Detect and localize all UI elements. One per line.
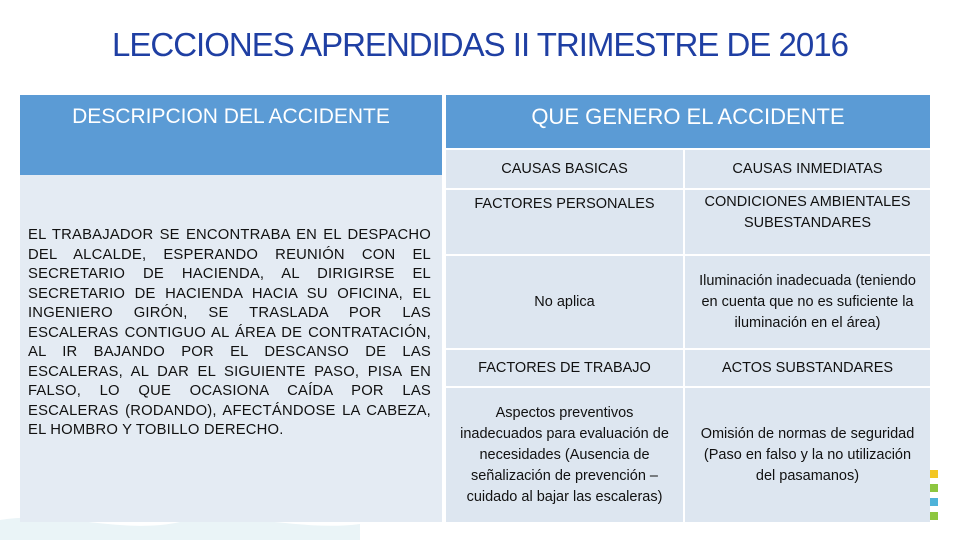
substandard-acts-label: ACTOS SUBSTANDARES [685, 350, 930, 386]
substandard-acts-value: Omisión de normas de seguridad (Paso en falso y la no utilización del pasamanos) [685, 388, 930, 522]
basic-causes-header: CAUSAS BASICAS [446, 150, 683, 188]
accident-description-heading: DESCRIPCION DEL ACCIDENTE [20, 95, 442, 175]
personal-factors-label: FACTORES PERSONALES [446, 190, 683, 254]
environmental-conditions-label: CONDICIONES AMBIENTALES SUBESTANDARES [685, 190, 930, 254]
accident-causes-heading: QUE GENERO EL ACCIDENTE [446, 95, 930, 148]
work-factors-label: FACTORES DE TRABAJO [446, 350, 683, 386]
immediate-causes-header: CAUSAS INMEDIATAS [685, 150, 930, 188]
work-factors-value: Aspectos preventivos inadecuados para evaluación de necesidades (Ausencia de señalización de prevención – cuidado al bajar las escaleras) [446, 388, 683, 522]
accident-description-text: EL TRABAJADOR SE ENCONTRABA EN EL DESPACHO DEL ALCALDE, ESPERANDO REUNIÓN CON EL SECRETARIO DE HACIENDA, AL DIRIGIRSE EL SECRETARIO DE HACIENDA HACIA SU OFICINA, EL INGENIERO GIRÓN, SE TRASLADA POR LAS ESCALERAS CONTIGUO AL ÁREA DE CONTRATACIÓN, AL IR BAJANDO POR EL DESCANSO DE LAS ESCALERAS, AL DAR EL SIGUIENTE PASO, PISA EN FALSO, LO QUE OCASIONA CAÍDA POR LAS ESCALERAS (RODANDO), AFECTÁNDOSE LA CABEZA, EL HOMBRO Y TOBILLO DERECHO. [28, 227, 431, 438]
personal-factors-value: No aplica [446, 256, 683, 348]
environmental-conditions-value: Iluminación inadecuada (teniendo en cuenta que no es suficiente la iluminación en el área) [685, 256, 930, 348]
page-title: LECCIONES APRENDIDAS II TRIMESTRE DE 2016 [112, 26, 848, 63]
